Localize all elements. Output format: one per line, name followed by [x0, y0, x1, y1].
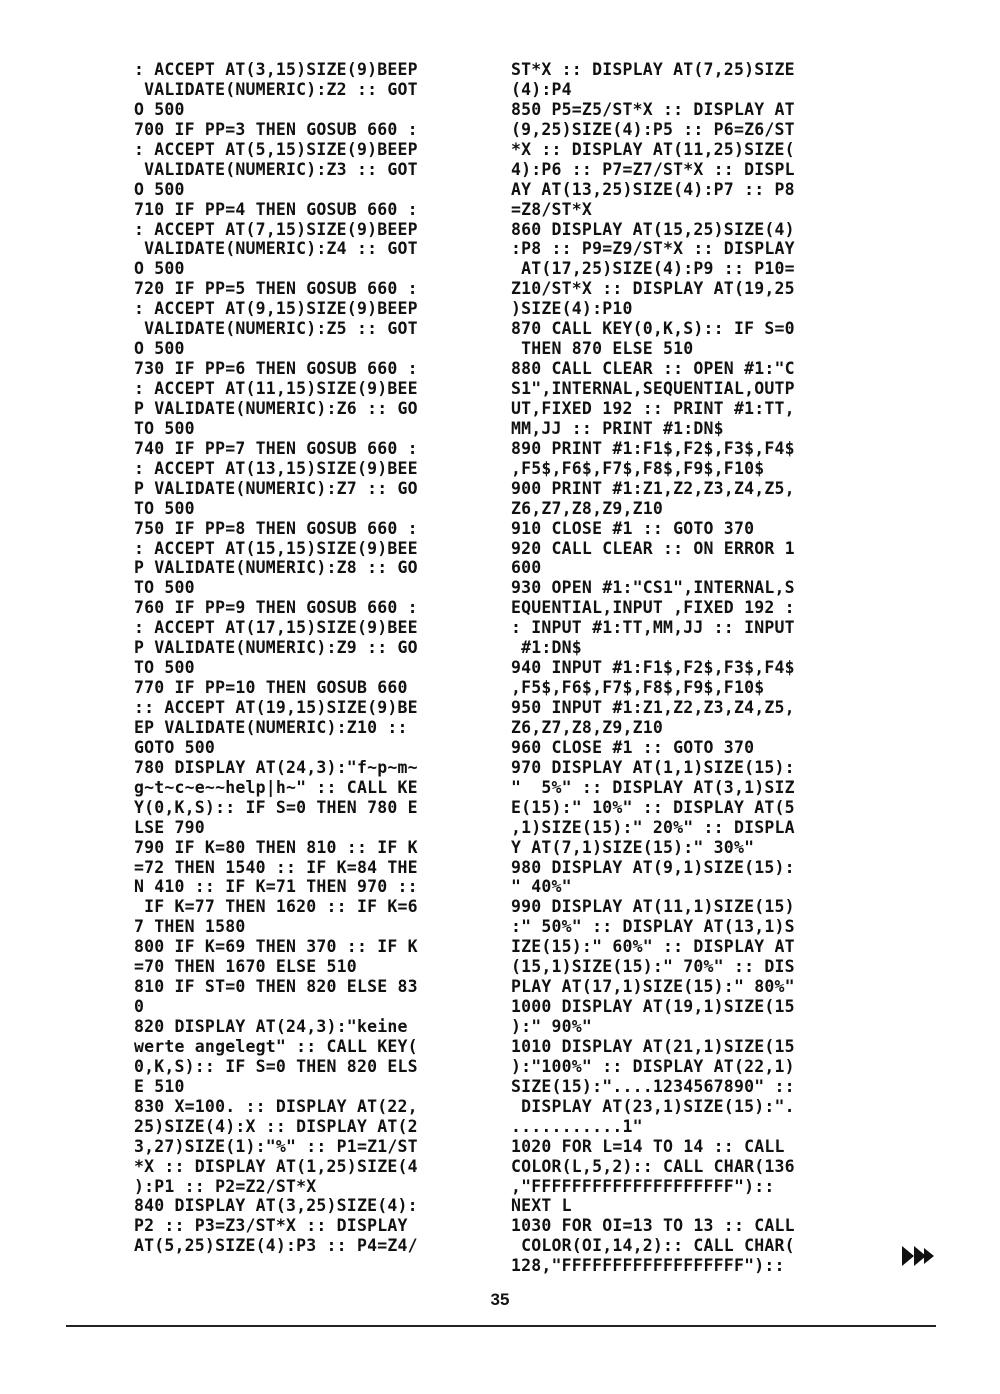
code-line: 940 INPUT #1:F1$,F2$,F3$,F4$	[511, 658, 795, 678]
code-line: Y(0,K,S):: IF S=0 THEN 780 E	[134, 797, 418, 817]
code-line: ,"FFFFFFFFFFFFFFFFFFFF")::	[511, 1176, 775, 1196]
code-line: 0,K,S):: IF S=0 THEN 820 ELS	[134, 1056, 418, 1076]
code-line: *X :: DISPLAY AT(1,25)SIZE(4	[134, 1156, 418, 1176]
code-line: 7 THEN 1580	[134, 917, 246, 937]
code-line: 900 PRINT #1:Z1,Z2,Z3,Z4,Z5,	[511, 478, 795, 498]
code-line: werte angelegt" :: CALL KEY(	[134, 1036, 418, 1056]
code-line: 740 IF PP=7 THEN GOSUB 660 :	[134, 438, 418, 458]
code-line: COLOR(OI,14,2):: CALL CHAR(	[511, 1236, 795, 1256]
code-line: LSE 790	[134, 817, 205, 837]
code-line: 1010 DISPLAY AT(21,1)SIZE(15	[511, 1036, 795, 1056]
code-line: Y AT(7,1)SIZE(15):" 30%"	[511, 837, 755, 857]
code-line: : ACCEPT AT(13,15)SIZE(9)BEE	[134, 458, 418, 478]
code-line: S1",INTERNAL,SEQUENTIAL,OUTP	[511, 379, 795, 398]
code-line: TO 500	[134, 578, 195, 598]
right-code-column	[511, 60, 856, 1276]
code-line: :P8 :: P9=Z9/ST*X :: DISPLAY	[511, 239, 795, 259]
left-code-column	[134, 60, 479, 1256]
code-line: ):" 90%"	[511, 1017, 593, 1036]
code-line: 780 DISPLAY AT(24,3):"f~p~m~	[134, 757, 418, 777]
code-line: 0	[134, 997, 145, 1017]
code-line: :" 50%" :: DISPLAY AT(13,1)S	[511, 917, 795, 937]
code-line: 810 IF ST=0 THEN 820 ELSE 83	[134, 977, 418, 997]
code-line: :: ACCEPT AT(19,15)SIZE(9)BE	[134, 698, 418, 717]
code-line: ,F5$,F6$,F7$,F8$,F9$,F10$	[511, 678, 765, 698]
code-line: O 500	[134, 99, 185, 119]
code-line: 880 CALL CLEAR :: OPEN #1:"C	[511, 359, 795, 379]
code-line: =Z8/ST*X	[511, 199, 593, 219]
code-line: 830 X=100. :: DISPLAY AT(22,	[134, 1096, 418, 1116]
code-line: TO 500	[134, 658, 195, 678]
code-line: EP VALIDATE(NUMERIC):Z10 ::	[134, 717, 408, 737]
code-line: THEN 870 ELSE 510	[511, 339, 694, 359]
code-line: 860 DISPLAY AT(15,25)SIZE(4)	[511, 219, 795, 239]
code-line: 1000 DISPLAY AT(19,1)SIZE(15	[511, 997, 795, 1017]
code-line: 720 IF PP=5 THEN GOSUB 660 :	[134, 279, 418, 299]
code-line: P VALIDATE(NUMERIC):Z7 :: GO	[134, 478, 418, 498]
code-line: : ACCEPT AT(7,15)SIZE(9)BEEP	[134, 219, 418, 239]
code-line: 920 CALL CLEAR :: ON ERROR 1	[511, 538, 795, 558]
code-line: TO 500	[134, 498, 195, 518]
code-line: g~t~c~e~~help|h~" :: CALL KE	[134, 777, 418, 797]
code-line: 960 CLOSE #1 :: GOTO 370	[511, 737, 755, 757]
double-arrow-right-icon	[900, 1244, 936, 1268]
code-line: Z10/ST*X :: DISPLAY AT(19,25	[511, 279, 795, 299]
code-line: ):P1 :: P2=Z2/ST*X	[134, 1176, 317, 1196]
code-line: 950 INPUT #1:Z1,Z2,Z3,Z4,Z5,	[511, 698, 795, 717]
code-line: 800 IF K=69 THEN 370 :: IF K	[134, 937, 418, 957]
code-line: PLAY AT(17,1)SIZE(15):" 80%"	[511, 977, 795, 997]
code-line: COLOR(L,5,2):: CALL CHAR(136	[511, 1156, 795, 1176]
code-line: 750 IF PP=8 THEN GOSUB 660 :	[134, 518, 418, 538]
page-number: 35	[490, 1290, 510, 1309]
code-line: VALIDATE(NUMERIC):Z3 :: GOT	[134, 159, 418, 179]
code-line: : ACCEPT AT(17,15)SIZE(9)BEE	[134, 618, 418, 638]
code-line: 790 IF K=80 THEN 810 :: IF K	[134, 837, 418, 857]
code-line: : ACCEPT AT(3,15)SIZE(9)BEEP	[134, 60, 418, 79]
code-line: (9,25)SIZE(4):P5 :: P6=Z6/ST	[511, 119, 795, 139]
code-line: GOTO 500	[134, 737, 216, 757]
code-line: N 410 :: IF K=71 THEN 970 ::	[134, 877, 418, 897]
code-line: P VALIDATE(NUMERIC):Z8 :: GO	[134, 558, 418, 578]
code-line: 25)SIZE(4):X :: DISPLAY AT(2	[134, 1116, 418, 1136]
code-line: ):"100%" :: DISPLAY AT(22,1)	[511, 1056, 795, 1076]
code-line: ,1)SIZE(15):" 20%" :: DISPLA	[511, 817, 795, 837]
code-line: IZE(15):" 60%" :: DISPLAY AT	[511, 937, 795, 957]
code-line: 1030 FOR OI=13 TO 13 :: CALL	[511, 1216, 795, 1236]
code-line: EQUENTIAL,INPUT ,FIXED 192 :	[511, 598, 795, 618]
code-line: 990 DISPLAY AT(11,1)SIZE(15)	[511, 897, 795, 917]
code-line: " 5%" :: DISPLAY AT(3,1)SIZ	[511, 777, 795, 797]
code-line: 770 IF PP=10 THEN GOSUB 660	[134, 678, 408, 698]
code-line: AY AT(13,25)SIZE(4):P7 :: P8	[511, 179, 795, 199]
code-line: (15,1)SIZE(15):" 70%" :: DIS	[511, 957, 795, 977]
code-line: " 40%"	[511, 877, 572, 897]
code-line: =72 THEN 1540 :: IF K=84 THE	[134, 857, 418, 877]
code-line: 3,27)SIZE(1):"%" :: P1=Z1/ST	[134, 1136, 418, 1156]
code-line: VALIDATE(NUMERIC):Z4 :: GOT	[134, 239, 418, 259]
code-line: O 500	[134, 339, 185, 359]
code-line: 850 P5=Z5/ST*X :: DISPLAY AT	[511, 99, 795, 119]
code-line: VALIDATE(NUMERIC):Z5 :: GOT	[134, 319, 418, 339]
code-line: VALIDATE(NUMERIC):Z2 :: GOT	[134, 79, 418, 99]
code-line: 760 IF PP=9 THEN GOSUB 660 :	[134, 598, 418, 618]
code-line: SIZE(15):"....1234567890" ::	[511, 1076, 795, 1096]
code-line: 128,"FFFFFFFFFFFFFFFFFF")::	[511, 1256, 785, 1276]
code-line: E(15):" 10%" :: DISPLAY AT(5	[511, 797, 795, 817]
code-line: 600	[511, 558, 542, 578]
code-line: 820 DISPLAY AT(24,3):"keine	[134, 1017, 408, 1036]
code-line: 1020 FOR L=14 TO 14 :: CALL	[511, 1136, 785, 1156]
code-line: : ACCEPT AT(11,15)SIZE(9)BEE	[134, 379, 418, 398]
code-line: ,F5$,F6$,F7$,F8$,F9$,F10$	[511, 458, 765, 478]
code-line: TO 500	[134, 418, 195, 438]
code-line: ...........1"	[511, 1116, 643, 1136]
code-line: P2 :: P3=Z3/ST*X :: DISPLAY	[134, 1216, 408, 1236]
code-line: 890 PRINT #1:F1$,F2$,F3$,F4$	[511, 438, 795, 458]
code-line: : ACCEPT AT(15,15)SIZE(9)BEE	[134, 538, 418, 558]
code-line: =70 THEN 1670 ELSE 510	[134, 957, 357, 977]
code-line: UT,FIXED 192 :: PRINT #1:TT,	[511, 398, 795, 418]
code-line: 730 IF PP=6 THEN GOSUB 660 :	[134, 359, 418, 379]
code-line: : ACCEPT AT(5,15)SIZE(9)BEEP	[134, 139, 418, 159]
code-line: DISPLAY AT(23,1)SIZE(15):".	[511, 1096, 795, 1116]
code-line: O 500	[134, 179, 185, 199]
code-line: E 510	[134, 1076, 185, 1096]
code-line: )SIZE(4):P10	[511, 299, 633, 319]
code-line: NEXT L	[511, 1196, 572, 1216]
code-line: 4):P6 :: P7=Z7/ST*X :: DISPL	[511, 159, 795, 179]
code-line: O 500	[134, 259, 185, 279]
code-line: 870 CALL KEY(0,K,S):: IF S=0	[511, 319, 795, 339]
code-line: 970 DISPLAY AT(1,1)SIZE(15):	[511, 757, 795, 777]
code-line: AT(17,25)SIZE(4):P9 :: P10=	[511, 259, 795, 279]
code-line: #1:DN$	[511, 638, 582, 658]
code-line: 710 IF PP=4 THEN GOSUB 660 :	[134, 199, 418, 219]
code-line: 700 IF PP=3 THEN GOSUB 660 :	[134, 119, 418, 139]
code-line: 910 CLOSE #1 :: GOTO 370	[511, 518, 755, 538]
code-line: AT(5,25)SIZE(4):P3 :: P4=Z4/	[134, 1236, 418, 1256]
code-line: 980 DISPLAY AT(9,1)SIZE(15):	[511, 857, 795, 877]
code-line: P VALIDATE(NUMERIC):Z6 :: GO	[134, 398, 418, 418]
footer-divider	[66, 1325, 936, 1327]
code-line: Z6,Z7,Z8,Z9,Z10	[511, 717, 664, 737]
code-line: ST*X :: DISPLAY AT(7,25)SIZE	[511, 60, 795, 79]
code-line: : INPUT #1:TT,MM,JJ :: INPUT	[511, 618, 795, 638]
code-line: IF K=77 THEN 1620 :: IF K=6	[134, 897, 418, 917]
code-line: : ACCEPT AT(9,15)SIZE(9)BEEP	[134, 299, 418, 319]
code-line: Z6,Z7,Z8,Z9,Z10	[511, 498, 664, 518]
code-line: (4):P4	[511, 79, 572, 99]
code-line: 930 OPEN #1:"CS1",INTERNAL,S	[511, 578, 795, 598]
code-line: MM,JJ :: PRINT #1:DN$	[511, 418, 724, 438]
code-line: 840 DISPLAY AT(3,25)SIZE(4):	[134, 1196, 418, 1216]
code-line: P VALIDATE(NUMERIC):Z9 :: GO	[134, 638, 418, 658]
code-line: *X :: DISPLAY AT(11,25)SIZE(	[511, 139, 795, 159]
